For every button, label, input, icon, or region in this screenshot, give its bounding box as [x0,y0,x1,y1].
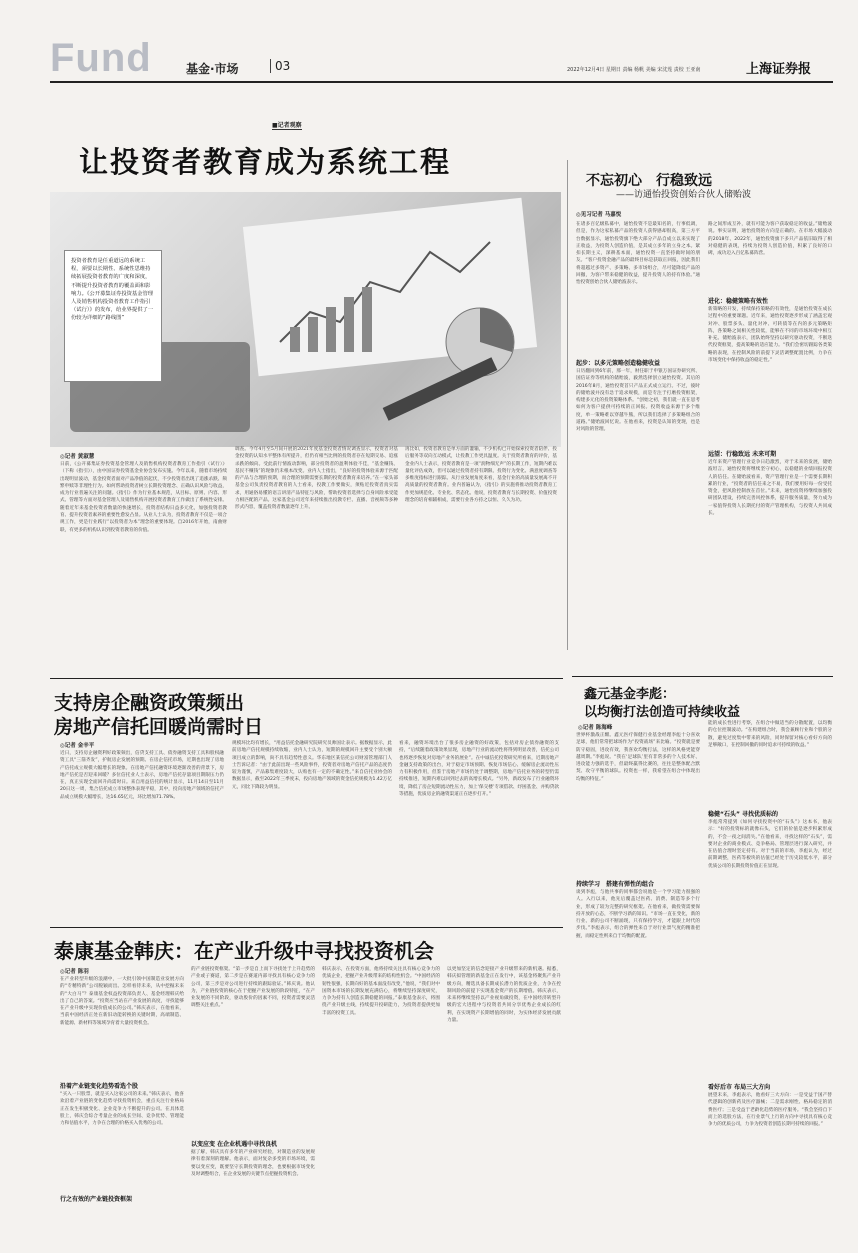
right-col1-text: 在诸多百亿级私募中，通怡投资不是最知名的，行事低调，但是，作为这家私募产品的投资人获得感却很高，第三方平台数据显示，通怡投资旗下绝大部分产品自成立以来实现了正收益，为投资人创造价值，是其成立多年的立身之本。紧扣长期主义，深耕基本面，通怡投资一直坚持做时间的朋友。“客户投资金融产品的最终目标是获取正回报，因此我们将超越过多资产、多策略、多市场组合，尽可能降低产品的回撤，为客户带来稳健的收益，提升投资人的持有体验。”通怡投资创始合伙人储贻波表示。 [576,222,700,286]
summary-text: 投资者教育是任重道远的系统工程，须要以长期性、系统性思维持续拓展投资者教育的广度和深度，不断提升投资者教育的覆盖面和影响力。《公开募集证券投资基金管理人及销售机构投资者教育工作指引（试行）》的发布，给业界提供了一份较为详细的“路线图” [71,258,154,322]
right-subheading-1: 起步：以多元策略创造稳健收益 [576,360,661,367]
article4-col2b-text: 据了解，韩庆具有多年的产业研究经验，对制造业的发展规律有着深刻的理解。他表示，面对复杂多变的市场环境，需要以变应变，既要坚守长期投资的理念，也要根据市场变化及时调整组合，在企业发展的关键节点把握投资机会。 [191,1150,315,1177]
article3-col2b-text: 李彪常常提到《如何寻找投资中的“石头”》这本书，他表示：“好的投资标的就像石头，它们的价值是逐步积累形成的，不会一夜之间消失。”在他看来，寻找这样的“石头”，需要对企业的商业模式、竞争格局、管理层进行深入研究，并在估值合理时坚定持有。对于当前的市场，李彪认为，经过前期调整，医药等板块的估值已经处于历史较低水平，部分优质公司的长期投资价值正在显现。 [708,820,832,869]
article4-column-3: 韩庆表示，在投资方面，他将持续关注具有核心竞争力的优质企业，把握产业升级带来的结构性机会。“中国经济的韧性很强，长期向好的基本面没有改变，”他说，“我们对中国资本市场的长期发展充满信心，将继续坚持深度研究，力争为持有人创造长期稳健的回报。”泰康基金表示，将围绕产业升级主线，持续提升投研能力，为投资者提供更加丰富的投资工具。 [322,967,440,1016]
article2-headline-2: 房地产信托回暖尚需时日 [54,716,264,738]
section-rule-1 [50,678,563,679]
article4-col1b-text: “买入一只股票，就是买入这家公司的未来。”韩庆表示，他喜欢沿着产业链的变化趋势寻找投资机会，重点关注行业格局正在发生积极变化、企业竞争力不断提升的公司。在具体选股上，韩庆会综合考量企业的成长空间、竞争优势、管理能力和估值水平，力争在合理的价格买入优秀的公司。 [60,1092,184,1127]
article3-headline-2: 以均衡打法创造可持续收益 [584,705,741,720]
article4-subheading-1: 沿着产业链变化趋势看选个股 [60,1083,139,1090]
article-column-1: 日前，《公开募集证券投资基金管理人及销售机构投资者教育工作指引（试行）》（下称《指引》），由中国证券投资基金业协会发布实施。今年以来，随着市场持续出现明显波动，基金投资者面对产品净值的起伏，不少投资者出现了追涨杀跌、频繁申赎等非理性行为。如何帮助投资者树立长期投资理念、正确认识风险与收益，成为行业普遍关注的问题。《指引》作为行业基本规范，从目标、原则、内容、形式、管理等方面对基金管理人及销售机构开展投资者教育工作做出了系统性安排。随着近年来基金投资者数量的快速增长，投资者结构日益多元化，加强投资者教育、提升投资者素养的重要性愈发凸显。从业人士认为，投资者教育不仅是一项合规工作，更是行业践行“以投资者为本”理念的重要体现。自2016年开始，南曲财联，有更多的机构认识到投资者教育的价值。 [60,462,227,533]
article4-col2-text: 的产业链投资框架。“第一步是自上而下寻找处于上升趋势的产业或子赛道，第二步是在赛道内部寻找具有核心竞争力的公司，第三步是对公司进行持续的跟踪验证。”韩庆说。他认为，产业链投资的核心在于把握产业发展的阶段特征，“在产业发展的不同阶段，驱动股价的因素不同，投资者需要灵活调整关注重点。” [191,967,315,1009]
article4-col2 [191,966,315,1246]
article2-column-1: 近日，支持房企融资利好政策频出，信贷支持工具、债券融资支持工具和股权融资工具“三箭齐发”，护航房企发展的预期。在房企信托市场，近期也出现了房地产信托成立规模大幅增长的现象。在房地产信托融资环境逐渐改善的背景下，房地产信托是否迎来回暖？多位信托业人士表示，房地产信托存量项目期限压力仍在，真正实现全面回升尚需时日。来自用益信托的统计显示，11月14日至11月20日这一周，集合信托成立市场整体表现平稳，其中，投向房地产领域的信托产品成立规模大幅增长，达16.65亿元，环比增加71.78%。 [60,751,224,800]
right-article-headline: 不忘初心 行稳致远 [586,173,712,189]
article3-headline-1: 鑫元基金李彪： [584,687,676,702]
article3-col1 [576,732,700,1246]
right-col2b-text: 新策略的开发，持续保持策略的有效性，是通怡投资在成长过程中的重要课题。近年来，通怡投资逐步形成了涵盖宏观对冲、股票多头、量化对冲、可转债等在内的多元策略矩阵，各策略之间相关性较低，能够在不同的市场环境中相互补充。储贻波表示，团队始终坚持以研究驱动投资，不断迭代投资框架，提高策略的适应能力。“我们会密切跟踪各类策略的表现，在控制风险的前提下灵活调整配置比例，力争在市场变化中保持收益的稳定性。” [708,307,832,364]
article-headline: 让投资者教育成为系统工程 [79,145,452,179]
right-col2-text: 路之间形成互补，就有可能为客户获取稳定的收益。”储贻波说。事实证明，通怡投资的方向是正确的。在市场大幅波动的2018年、2022年，通怡投资旗下多只产品依旧取得了相对稳健的表现，持续为投资人创造价值，积累了良好的口碑，成功迈入百亿私募阵营。 [708,222,832,257]
article-column-2: 调查。今年4月至5月间开展的2021年度基金投资者情况调查显示，投资者对基金投资的认知水平整体有所提升，但仍有相当比例的投资者存在短期交易、追涨杀跌的倾向。受此前行情波动影响，部分投资者的盈利体验不佳，“基金赚钱、基民不赚钱”的现象仍未根本改变。业内人士指出，“良好的投资体验来源于匹配的产品与合理的预期，而合理的预期需要长期的投资者教育来培养。”在一家头部基金公司负责投资者教育的人士看来，投教工作要做实，须贴近投资者真实需求，用通俗易懂的语言讲清产品特征与风险，帮助投资者选择与自身风险承受能力相匹配的产品。这家基金公司近年来持续推出投教专栏、直播、音视频等多种形式内容，覆盖投资者数量逐年上升。 [235,447,398,511]
article3-subheading-3: 看好后市 布局三大方向 [708,1084,771,1091]
right-subheading-3: 远望：行稳致远 未来可期 [708,451,777,458]
article3-col2 [708,720,832,1246]
article3-byline: ◎记者 陈海峰 [578,725,613,731]
article4-headline: 泰康基金韩庆：在产业升级中寻找投资机会 [54,939,434,963]
section-rule-right [572,676,833,677]
column-divider [567,160,568,650]
article4-subheading-3: 以变应变 在企业机遇中寻找良机 [191,1141,278,1148]
right-subheading-2: 进化：稳健策略有效性 [708,298,769,305]
article2-column-3: 看来，融资环境出台了很多房企融资的好政策，包括对房企债券融资的支持，“后续随着政策效果显现，房地产行业的流动性将得到明显改善，信托公司也将逐步恢复对房地产业务的展业”。在中诚信托投资研究所看来，近期房地产金融支持政策的出台，对于稳定市场预期、恢复市场信心、缓解房企流动性压力有积极作用，但鉴于房地产市场仍处于调整期，房地产信托业务的转型仍需持续推进，短期内难以回到过去的高增长模式。“另外，新政发布了行业融资环境，降低了房企短期流动性压力，加上‘保交楼’专项借款、纾困基金、并购贷款等措施，优质房企的融资渠道正在逐步打开。” [399,741,559,798]
article-column-3: 再比如，投资者教育是单方面的灌输，不少机构已开始探索投资者陪伴、投后服务等双向互动模式，让投教工作更具温度。关于投资者教育的评价，基金业内人士表示，投资者教育是一项“润物细无声”的长期工作，短期内难以量化评估成效，但可以通过投资者持有期限、投资行为变化、满意度调查等多维度指标进行跟踪。从行业发展角度来看，基金行业的高质量发展离不开高质量的投资者教育。业内普遍认为，《指引》的实施将推动投资者教育工作更加规范化、专业化、常态化。他说，投资者教育与长期投资、价值投资理念的培育相辅相成，需要行业各方持之以恒、久久为功。 [405,447,557,504]
article2-column-2: 规模环比均有增长，“用益信托金融研究院研究员帅国让表示。据数据显示，此前房地产信托规模持续收缩，业内人士认为，短期的规模回升主要受个别大额项目成立的影响，尚不具有趋势性意义。华东地区某信托公司财富管理部门人士告诉记者：“由于此前出现一些风险事件，投资者对房地产信托产品的态度仍较为谨慎，产品募集难度较大，认购也有一定的不确定性。”来自信托业协会的数据显示，截至2022年三季度末，投向房地产领域的资金信托规模为1.42万亿元，同比下降较为明显。 [232,741,392,790]
article2-headline-1: 支持房企融资政策频出 [54,692,245,714]
article4-col1 [60,976,184,1246]
article4-byline: ◎记者 陈羽 [60,969,89,975]
section-rule-2 [50,927,563,928]
article3-col2c-text: 展望未来，李彪表示，他看好三大方向：一是受益于国产替代逻辑的创新药及医疗器械；二是需求刚性、格局稳定的消费医疗；三是受益于老龄化趋势的医疗服务。“我会坚持自下而上的选股方法，在行业景气上行的方向中寻找具有核心竞争力的优质公司，力争为投资者创造长期可持续的回报。” [708,1093,832,1128]
dateline: 2022年12月4日 星期日 责编 杨帆 美编 宋沈莲 责校 王亚南 [567,67,701,73]
article4-column-4: 以更加坚定的信念迎接产业升级带来的新机遇。据悉，韩庆拟管理的新基金正在发行中，该基金将聚焦产业升级方向，精选具备长期成长潜力的优质企业，力争在控制风险的前提下实现基金资产的长期增值。韩庆表示，未来将继续坚持以产业视角做投资，在中国经济转型升级的宏大进程中与投资者共同分享优秀企业成长的红利，在实现资产长期增值的同时，为实体经济发展贡献力量。 [447,967,561,1024]
article-kicker: ■记者观察 [272,122,302,129]
article3-col1-text: 世界杯激战正酣。鑫元医疗保健行业基金经理李彪十分喜欢足球，他们常常把球场作为“投资战场”来比喻。“投资就是要防守稳固，进攻有效，我喜欢均衡打法，这样的风格更能穿越周期。”李彪说。“我在‘足球队’里有非常多的个人技术好、进攻能力强的选手，但最终赢得比赛的，往往是整体配合默契、攻守平衡的球队。投资也一样，我希望在组合中体现出均衡的特征。” [576,733,700,782]
article4-col1-text: 在产业转型升级的浪潮中，一大批引领中国制造业发展方向的“专精特新”公司脱颖而出。怎样看待未来，从中挖掘未来的“大白马”？泰康基金权益投资部负责人、基金经理韩庆给出了自己的答案。“投资应当站在产业发展的高度，寻找能够在产业升级中实现价值成长的公司。”韩庆表示，在他看来，当前中国经济正处在新旧动能转换的关键时期，高端制造、新能源、新材料等领域孕育着大量投资机会。 [60,977,184,1026]
investment-charts-photo [50,192,561,447]
right-col2c-text: 近年来资产管理行业竞争日趋激烈，对于未来的发展，储贻波坦言，通怡投资将继续坚守初心，以稳健的业绩回报投资人的信任。在储贻波看来，资产管理行业是一个需要长期积累的行业，“投资者的信任来之不易，我们要用好每一份受托资金，把风险控制放在首位。”未来，通怡投资将继续加强投研团队建设，持续完善风控体系，提升服务质量，努力成为一家值得投资人长期托付的资产管理机构，与投资人共同成长。 [708,460,832,517]
article3-col1b-text: 谈到李彪，与他共事的同事都会说他是一个学习能力很强的人。入行以来，他先后覆盖过医药、消费、制造等多个行业，形成了较为完整的研究框架。在他看来，做投资需要保持开放的心态，不断学习新的知识。“市场一直在变化，新的行业、新的公司不断涌现，只有保持学习，才能跟上时代的步伐。”李彪表示，组合的弹性来自于对行业景气度的精准把握，而稳定性则来自于均衡的配置。 [576,890,700,939]
article3-subheading-2: 稳健“石头” 寻找优质标的 [708,811,778,818]
right-article-col1 [576,221,700,667]
article3-col2-text: 能的成长性进行考察，在组合中做适当的分散配置，以均衡的仓位控制波动。“在构建组合时，我会兼顾行业和个股的分散，避免过度集中带来的风险，同时保留对核心看好方向的足够敞口，在控制回撤的同时追求可持续的收益。” [708,721,832,748]
logo-fund: Fund [50,36,152,80]
article4-subheading-2: 行之有效的产业链投资框架 [60,1196,133,1203]
masthead-rule [50,81,833,83]
section-title: 基金·市场 [186,62,239,76]
paper-name: 上海证券报 [746,62,812,77]
article3-subheading-1: 持续学习 搭建有弹性的组合 [576,881,655,888]
article-byline: ◎记者 黄淑慧 [60,454,95,460]
right-article-col2 [708,221,832,667]
page-number: 03 [270,59,290,73]
right-article-subhead: ——访通怡投资创始合伙人储贻波 [616,190,752,200]
right-article-byline: ◎见习记者 马嘉悦 [576,212,622,218]
masthead [0,0,858,88]
right-col1b-text: 日历翻回到6年前，那一年，财任职于申银万国证券研究所、国信证券等机构的储贻波，毅然选择创立通怡投资。其后的2016年8月，通怡投资首只产品正式成立运行。不过，彼时的储贻波并没有急于追求规模，而是专注于打磨投资框架，构建多元化的投资策略体系。“创始之初，我们就一直在思考如何为客户提供可持续的正回报。投资收益来源于多个维度，单一策略难以穿越牛熊，所以我们选择了多策略组合的道路。”储贻波回忆说。在他看来，投资是认知的变现，也是对风险的管理。 [576,369,700,433]
article2-byline: ◎记者 金辛平 [60,743,95,749]
summary-box [64,250,162,382]
